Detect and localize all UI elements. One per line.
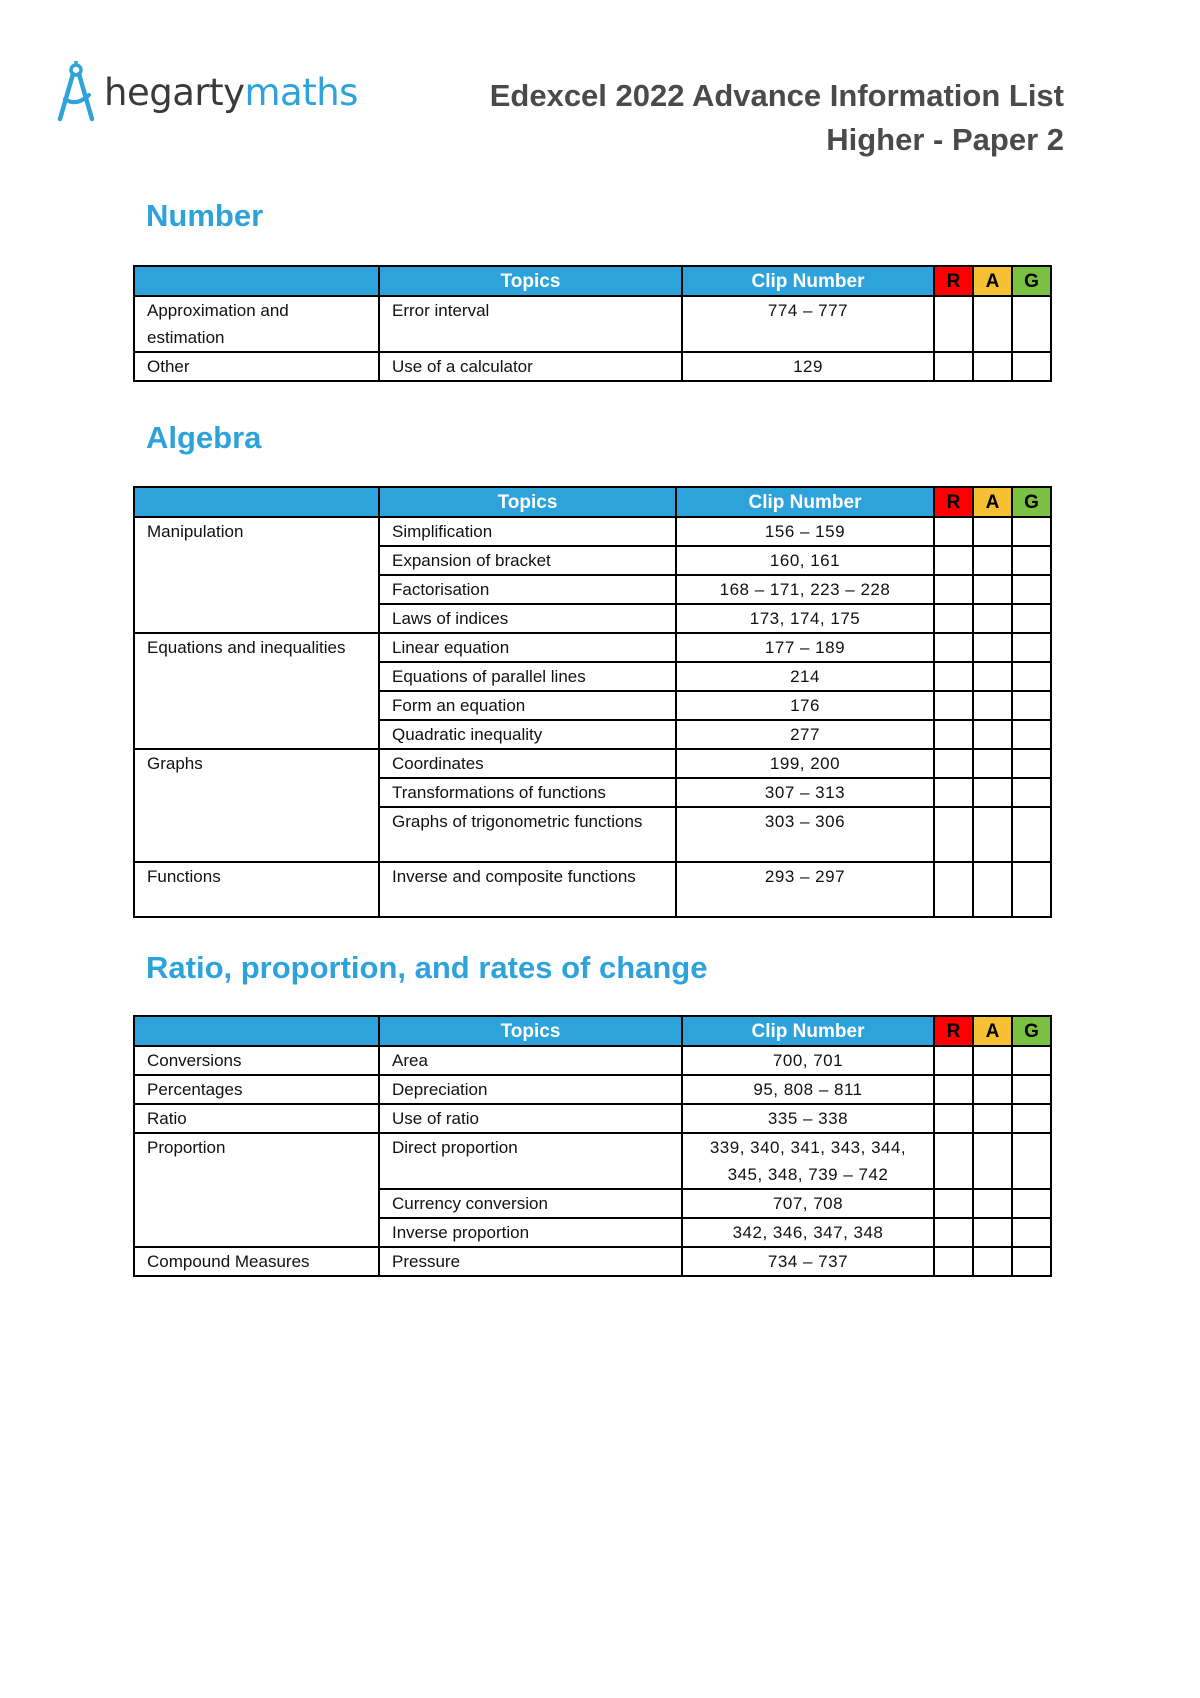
table-row: [134, 296, 1051, 352]
compass-icon: [56, 61, 96, 123]
rag-a-checkbox[interactable]: [973, 720, 1012, 749]
clip-cell: 156 – 159: [676, 517, 934, 546]
rag-r-header: R: [934, 1016, 973, 1046]
category-cell: Conversions: [134, 1046, 379, 1075]
rag-a-checkbox[interactable]: [973, 778, 1012, 807]
rag-g-checkbox[interactable]: [1012, 296, 1051, 352]
clip-header: Clip Number: [676, 487, 934, 517]
clip-cell: 168 – 171, 223 – 228: [676, 575, 934, 604]
rag-a-header: A: [973, 266, 1012, 296]
topics-header: Topics: [379, 266, 682, 296]
rag-a-checkbox[interactable]: [973, 1046, 1012, 1075]
rag-g-checkbox[interactable]: [1012, 691, 1051, 720]
rag-r-header: R: [934, 487, 973, 517]
rag-r-checkbox[interactable]: [934, 352, 973, 381]
rag-a-checkbox[interactable]: [973, 1104, 1012, 1133]
rag-r-checkbox[interactable]: [934, 720, 973, 749]
table-header-row: [134, 487, 1051, 517]
rag-r-checkbox[interactable]: [934, 749, 973, 778]
clip-cell: 707, 708: [682, 1189, 934, 1218]
rag-a-checkbox[interactable]: [973, 296, 1012, 352]
rag-r-checkbox[interactable]: [934, 1247, 973, 1276]
topic-cell: Currency conversion: [379, 1189, 682, 1218]
rag-a-checkbox[interactable]: [973, 1189, 1012, 1218]
topic-cell: Depreciation: [379, 1075, 682, 1104]
rag-g-checkbox[interactable]: [1012, 807, 1051, 862]
rag-r-checkbox[interactable]: [934, 1133, 973, 1189]
rag-r-checkbox[interactable]: [934, 517, 973, 546]
rag-g-checkbox[interactable]: [1012, 778, 1051, 807]
clip-header: Clip Number: [682, 1016, 934, 1046]
rag-g-checkbox[interactable]: [1012, 352, 1051, 381]
rag-g-checkbox[interactable]: [1012, 575, 1051, 604]
clip-cell: 277: [676, 720, 934, 749]
rag-r-checkbox[interactable]: [934, 1189, 973, 1218]
rag-g-checkbox[interactable]: [1012, 1218, 1051, 1247]
rag-a-checkbox[interactable]: [973, 862, 1012, 917]
topic-cell: Coordinates: [379, 749, 676, 778]
topic-cell: Laws of indices: [379, 604, 676, 633]
title-line-1: Edexcel 2022 Advance Information List: [489, 78, 1064, 113]
category-cell: Functions: [134, 862, 379, 917]
clip-cell: 177 – 189: [676, 633, 934, 662]
topic-cell: Area: [379, 1046, 682, 1075]
rag-g-checkbox[interactable]: [1012, 662, 1051, 691]
rag-a-checkbox[interactable]: [973, 352, 1012, 381]
rag-r-checkbox[interactable]: [934, 662, 973, 691]
rag-a-checkbox[interactable]: [973, 807, 1012, 862]
table-header-row: [134, 1016, 1051, 1046]
table-row: [134, 517, 1051, 546]
clip-cell: 307 – 313: [676, 778, 934, 807]
category-cell: Other: [134, 352, 379, 381]
rag-g-checkbox[interactable]: [1012, 1104, 1051, 1133]
rag-r-checkbox[interactable]: [934, 604, 973, 633]
clip-cell: 335 – 338: [682, 1104, 934, 1133]
category-cell: Ratio: [134, 1104, 379, 1133]
topic-cell: Pressure: [379, 1247, 682, 1276]
rag-g-checkbox[interactable]: [1012, 1247, 1051, 1276]
rag-a-checkbox[interactable]: [973, 546, 1012, 575]
clip-cell: 734 – 737: [682, 1247, 934, 1276]
category-cell: Manipulation: [134, 517, 379, 633]
topic-cell: Use of ratio: [379, 1104, 682, 1133]
category-cell: Compound Measures: [134, 1247, 379, 1276]
rag-r-checkbox[interactable]: [934, 546, 973, 575]
clip-cell: 700, 701: [682, 1046, 934, 1075]
topic-cell: Quadratic inequality: [379, 720, 676, 749]
rag-a-header: A: [973, 1016, 1012, 1046]
topic-cell: Inverse proportion: [379, 1218, 682, 1247]
category-header: [134, 266, 379, 296]
table-row: [134, 1046, 1051, 1075]
clip-cell: 176: [676, 691, 934, 720]
rag-a-checkbox[interactable]: [973, 749, 1012, 778]
rag-r-checkbox[interactable]: [934, 1104, 973, 1133]
clip-cell: 173, 174, 175: [676, 604, 934, 633]
rag-r-checkbox[interactable]: [934, 633, 973, 662]
table-row: [134, 1104, 1051, 1133]
clip-cell: 339, 340, 341, 343, 344, 345, 348, 739 – 742: [682, 1133, 934, 1189]
topics-header: Topics: [379, 1016, 682, 1046]
table-header-row: [134, 266, 1051, 296]
clip-cell: 160, 161: [676, 546, 934, 575]
clip-cell: 95, 808 – 811: [682, 1075, 934, 1104]
rag-r-checkbox[interactable]: [934, 1046, 973, 1075]
category-cell: Proportion: [134, 1133, 379, 1247]
clip-cell: 129: [682, 352, 934, 381]
topic-cell: Expansion of bracket: [379, 546, 676, 575]
rag-g-checkbox[interactable]: [1012, 517, 1051, 546]
rag-r-checkbox[interactable]: [934, 862, 973, 917]
rag-g-header: G: [1012, 266, 1051, 296]
table-row: [134, 633, 1051, 662]
clip-cell: 293 – 297: [676, 862, 934, 917]
document-title: [490, 74, 1064, 162]
topic-cell: Linear equation: [379, 633, 676, 662]
topic-cell: Direct proportion: [379, 1133, 682, 1189]
rag-g-checkbox[interactable]: [1012, 1133, 1051, 1189]
rag-r-checkbox[interactable]: [934, 1218, 973, 1247]
rag-r-checkbox[interactable]: [934, 1075, 973, 1104]
table-row: [134, 1247, 1051, 1276]
table-row: [134, 749, 1051, 778]
rag-g-header: G: [1012, 487, 1051, 517]
logo-text: hegartymaths: [104, 70, 358, 114]
rag-g-checkbox[interactable]: [1012, 749, 1051, 778]
topic-cell: Equations of parallel lines: [379, 662, 676, 691]
rag-r-checkbox[interactable]: [934, 807, 973, 862]
rag-g-checkbox[interactable]: [1012, 633, 1051, 662]
topic-cell: Transformations of functions: [379, 778, 676, 807]
rag-r-checkbox[interactable]: [934, 691, 973, 720]
rag-a-checkbox[interactable]: [973, 662, 1012, 691]
table-row: [134, 352, 1051, 381]
category-cell: Approximation and estimation: [134, 296, 379, 352]
category-header: [134, 487, 379, 517]
table-row: [134, 1075, 1051, 1104]
rag-r-header: R: [934, 266, 973, 296]
hegartymaths-logo: [56, 60, 358, 124]
topic-cell: Graphs of trigonometric functions: [379, 807, 676, 862]
rag-g-checkbox[interactable]: [1012, 1189, 1051, 1218]
rag-a-checkbox[interactable]: [973, 575, 1012, 604]
topic-cell: Use of a calculator: [379, 352, 682, 381]
rag-a-checkbox[interactable]: [973, 633, 1012, 662]
category-cell: Graphs: [134, 749, 379, 862]
rag-g-header: G: [1012, 1016, 1051, 1046]
algebra-table: [133, 486, 1052, 918]
rag-a-checkbox[interactable]: [973, 1075, 1012, 1104]
topic-cell: Inverse and composite functions: [379, 862, 676, 917]
topic-cell: Factorisation: [379, 575, 676, 604]
rag-g-checkbox[interactable]: [1012, 862, 1051, 917]
clip-cell: 342, 346, 347, 348: [682, 1218, 934, 1247]
rag-a-header: A: [973, 487, 1012, 517]
title-line-2: Higher - Paper 2: [826, 122, 1064, 157]
topic-cell: Form an equation: [379, 691, 676, 720]
rag-a-checkbox[interactable]: [973, 517, 1012, 546]
rag-g-checkbox[interactable]: [1012, 1046, 1051, 1075]
category-cell: Equations and inequalities: [134, 633, 379, 749]
rag-a-checkbox[interactable]: [973, 1218, 1012, 1247]
rag-a-checkbox[interactable]: [973, 1247, 1012, 1276]
rag-g-checkbox[interactable]: [1012, 1075, 1051, 1104]
category-cell: Percentages: [134, 1075, 379, 1104]
clip-cell: 774 – 777: [682, 296, 934, 352]
rag-a-checkbox[interactable]: [973, 691, 1012, 720]
clip-header: Clip Number: [682, 266, 934, 296]
rag-g-checkbox[interactable]: [1012, 546, 1051, 575]
section-title-algebra: Algebra: [146, 420, 262, 455]
rag-a-checkbox[interactable]: [973, 1133, 1012, 1189]
section-title-number: Number: [146, 198, 264, 233]
rag-r-checkbox[interactable]: [934, 778, 973, 807]
clip-cell: 199, 200: [676, 749, 934, 778]
rag-g-checkbox[interactable]: [1012, 720, 1051, 749]
table-row: [134, 862, 1051, 917]
clip-cell: 303 – 306: [676, 807, 934, 862]
table-row: [134, 1133, 1051, 1189]
number-table: [133, 265, 1052, 382]
clip-cell: 214: [676, 662, 934, 691]
section-title-ratio: Ratio, proportion, and rates of change: [146, 950, 708, 985]
category-header: [134, 1016, 379, 1046]
rag-g-checkbox[interactable]: [1012, 604, 1051, 633]
topic-cell: Simplification: [379, 517, 676, 546]
rag-r-checkbox[interactable]: [934, 296, 973, 352]
ratio-table: [133, 1015, 1052, 1277]
rag-r-checkbox[interactable]: [934, 575, 973, 604]
topic-cell: Error interval: [379, 296, 682, 352]
rag-a-checkbox[interactable]: [973, 604, 1012, 633]
topics-header: Topics: [379, 487, 676, 517]
